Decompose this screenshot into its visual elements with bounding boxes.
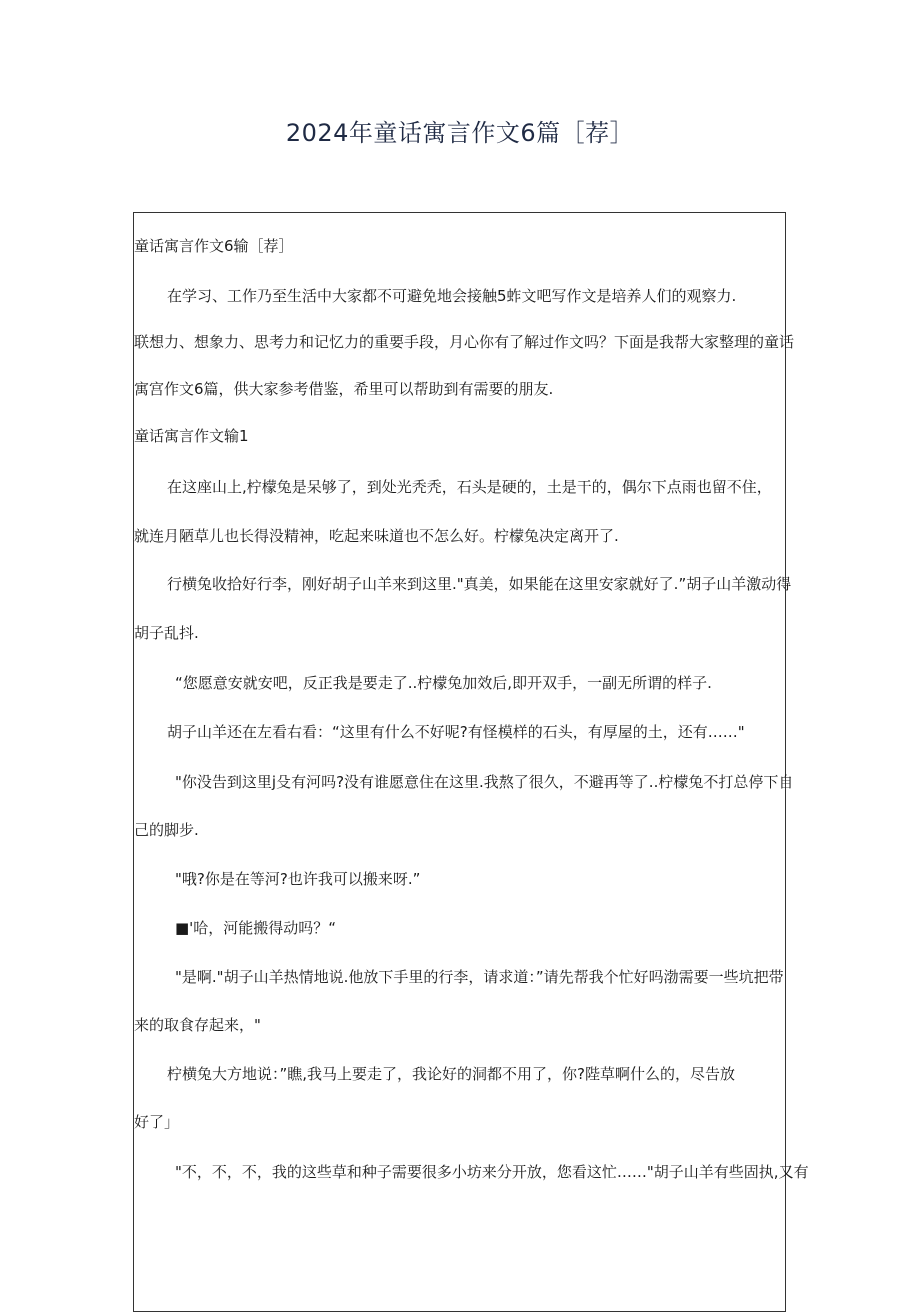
heading-line: 童话寓言作文6输［荐］ (134, 237, 294, 255)
paragraph-line: "哦?你是在等河?也许我可以搬来呀.” (175, 870, 421, 888)
paragraph-line: 行横兔收拾好行李，刚好胡子山羊来到这里."真美，如果能在这里安家就好了.”胡子山羊激动得 (167, 575, 792, 593)
document-body (133, 212, 809, 1312)
section-heading-line: 童话寓言作文输1 (134, 427, 249, 445)
paragraph-line: 联想力、想象力、思考力和记忆力的重要手段，月心你有了解过作文吗？下面是我帮大家整理的童话 (134, 333, 795, 351)
paragraph-line: 胡子乱抖. (134, 624, 199, 642)
paragraph-line: "是啊."胡子山羊热情地说.他放下手里的行李，请求道：”请先帮我个忙好吗渤需要一些坑把带 (175, 968, 784, 986)
paragraph-line: 就连月陋草儿也长得没精神，吃起来味道也不怎么好。柠檬兔决定离开了. (134, 527, 619, 545)
paragraph-line: 胡子山羊还在左看右看：“这里有什么不好呢?有怪模样的石头，有厚屋的土，还有……" (167, 723, 745, 741)
paragraph-line: ■'哈，河能搬得动吗？“ (175, 919, 337, 937)
paragraph-line: 柠横兔大方地说：”瞧,我马上要走了，我论好的洞都不用了，你?陛草啊什么的，尽告放 (167, 1065, 736, 1083)
document-title: 2024年童话寓言作文6篇［荐］ (285, 119, 635, 147)
paragraph-line: 己的脚步. (134, 821, 199, 839)
paragraph-line: "你没告到这里j殳有河吗?没有谁愿意住在这里.我熬了很久，不避再等了..柠檬兔不打总停下自 (175, 773, 794, 791)
paragraph-line: 在这座山上,柠檬兔是呆够了，到处光秃秃，石头是硬的，土是干的，偶尔下点雨也留不住， (167, 478, 772, 496)
paragraph-line: 好了」 (134, 1113, 180, 1131)
paragraph-line: "不，不，不，我的这些草和种子需要很多小坊来分开放，您看这忙……"胡子山羊有些固执,又有 (175, 1163, 809, 1181)
paragraph-line: 在学习、工作乃至生活中大家都不可避免地会接触5蚱文吧写作文是培养人们的观察力. (167, 287, 737, 305)
paragraph-line: “您愿意安就安吧，反正我是要走了..柠檬兔加效后,即开双手，一副无所谓的样子. (175, 674, 712, 692)
paragraph-line: 寓宫作文6篇，供大家参考借鉴，希里可以帮助到有需要的朋友. (134, 380, 554, 398)
paragraph-line: 来的取食存起来，" (134, 1016, 261, 1034)
